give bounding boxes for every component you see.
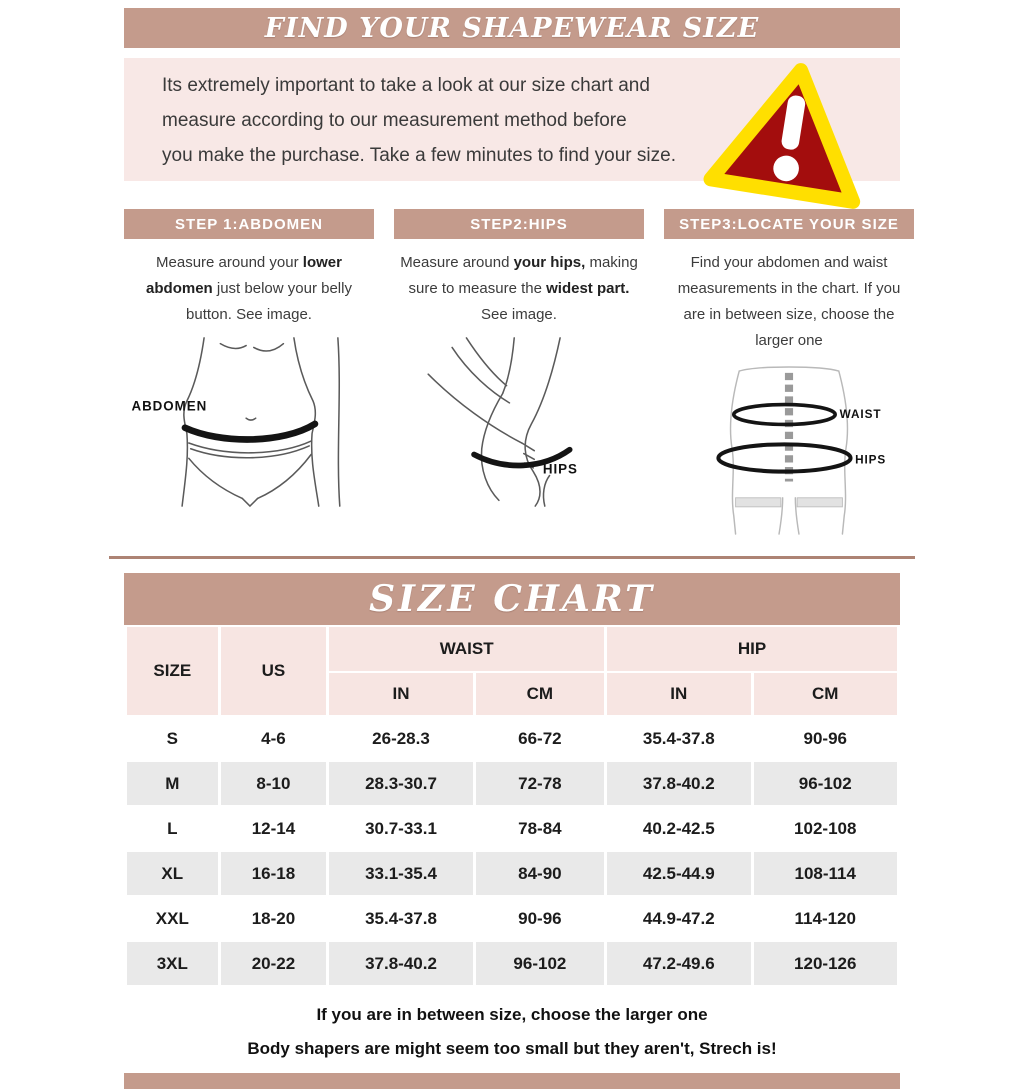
cell-hip-in: 40.2-42.5 [607,807,750,850]
step-3-column [664,209,914,534]
size-table [124,625,900,987]
step-3-text [664,250,914,354]
step-2-text-part: Measure around [400,254,514,271]
svg-text:ABDOMEN [131,399,207,414]
table-row [127,807,897,850]
cell-us: 4-6 [221,717,327,760]
col-header-waist: WAIST [329,627,604,671]
cell-hip-cm: 108-114 [754,852,898,895]
table-row [127,942,897,985]
table-row [127,717,897,760]
intro-panel [124,58,900,181]
intro-line: you make the purchase. Take a few minutes to find your size. [162,145,676,166]
bottom-band [124,1073,900,1089]
svg-text:WAIST [840,408,882,421]
table-row [127,852,897,895]
title-band [124,8,900,48]
waist-label: WAIST [839,408,882,422]
locate-size-figure [664,362,914,534]
cell-waist-in: 28.3-30.7 [329,762,472,805]
cell-size: M [127,762,218,805]
step-3-text-part: Find your abdomen and waist measurements in the chart. If you are in between size, choose the larger one [677,254,901,349]
steps-row [124,209,900,534]
cell-waist-cm: 72-78 [476,762,604,805]
intro-line: Its extremely important to take a look at our size chart and [162,75,650,96]
cell-waist-cm: 66-72 [476,717,604,760]
table-row [127,897,897,940]
step-1-text-part: just below your belly button. See image. [186,280,352,323]
footer-note-2: Body shapers are might seem too small but they aren't, Strech is! [247,1039,777,1058]
step-2-header: STEP2:HIPS [394,209,644,239]
cell-size: S [127,717,218,760]
step-2-text-bold: your hips, [513,254,586,271]
col-header-size: SIZE [127,627,218,715]
cell-size: L [127,807,218,850]
hips-figure [394,336,644,508]
step-1-header: STEP 1:ABDOMEN [124,209,374,239]
step-1-text-part: Measure around your [156,254,303,271]
step-2-text-part: See image. [481,306,557,323]
intro-line: measure according to our measurement method before [162,110,627,131]
cell-hip-cm: 102-108 [754,807,898,850]
col-header-us: US [221,627,327,715]
cell-waist-in: 33.1-35.4 [329,852,472,895]
col-header-hip-cm: CM [754,673,898,715]
cell-hip-cm: 90-96 [754,717,898,760]
cell-waist-cm: 96-102 [476,942,604,985]
cell-waist-in: 26-28.3 [329,717,472,760]
cell-us: 16-18 [221,852,327,895]
col-header-hip: HIP [607,627,897,671]
step-3-header: STEP3:LOCATE YOUR SIZE [664,209,914,239]
cell-us: 8-10 [221,762,327,805]
cell-waist-cm: 78-84 [476,807,604,850]
cell-us: 12-14 [221,807,327,850]
warning-triangle-icon [702,54,886,222]
cell-us: 20-22 [221,942,327,985]
svg-text:HIPS [855,453,886,466]
cell-waist-in: 35.4-37.8 [329,897,472,940]
step-2-text-bold: widest part. [546,280,630,297]
cell-hip-in: 37.8-40.2 [607,762,750,805]
step-2-column [394,209,644,534]
cell-hip-in: 35.4-37.8 [607,717,750,760]
cell-us: 18-20 [221,897,327,940]
section-divider [109,556,915,559]
step-2-text-part: making sure to measure the [408,254,638,297]
page-title: FIND YOUR SHAPEWEAR SIZE [264,12,760,44]
cell-size: XL [127,852,218,895]
cell-hip-in: 42.5-44.9 [607,852,750,895]
footer-notes [124,1003,900,1061]
hips-label: HIPS [542,461,578,477]
cell-size: XXL [127,897,218,940]
cell-waist-in: 30.7-33.1 [329,807,472,850]
step-1-text [124,250,374,328]
step-2-text [394,250,644,328]
cell-waist-cm: 90-96 [476,897,604,940]
step-1-text-bold: lower abdomen [146,254,342,297]
col-header-waist-in: IN [329,673,472,715]
cell-hip-cm: 96-102 [754,762,898,805]
size-chart-band [124,573,900,625]
cell-waist-in: 37.8-40.2 [329,942,472,985]
col-header-hip-in: IN [607,673,750,715]
hips-label: HIPS [855,453,887,467]
col-header-waist-cm: CM [476,673,604,715]
cell-hip-in: 44.9-47.2 [607,897,750,940]
abdomen-label: ABDOMEN [131,398,208,414]
table-row [127,762,897,805]
page [124,0,900,1089]
size-chart-title: SIZE CHART [369,578,655,620]
abdomen-figure [124,336,374,508]
cell-hip-cm: 120-126 [754,942,898,985]
cell-hip-cm: 114-120 [754,897,898,940]
size-table-body [127,717,897,985]
footer-note-1: If you are in between size, choose the larger one [316,1005,708,1024]
svg-text:HIPS [543,462,578,477]
cell-size: 3XL [127,942,218,985]
cell-hip-in: 47.2-49.6 [607,942,750,985]
step-1-column [124,209,374,534]
cell-waist-cm: 84-90 [476,852,604,895]
